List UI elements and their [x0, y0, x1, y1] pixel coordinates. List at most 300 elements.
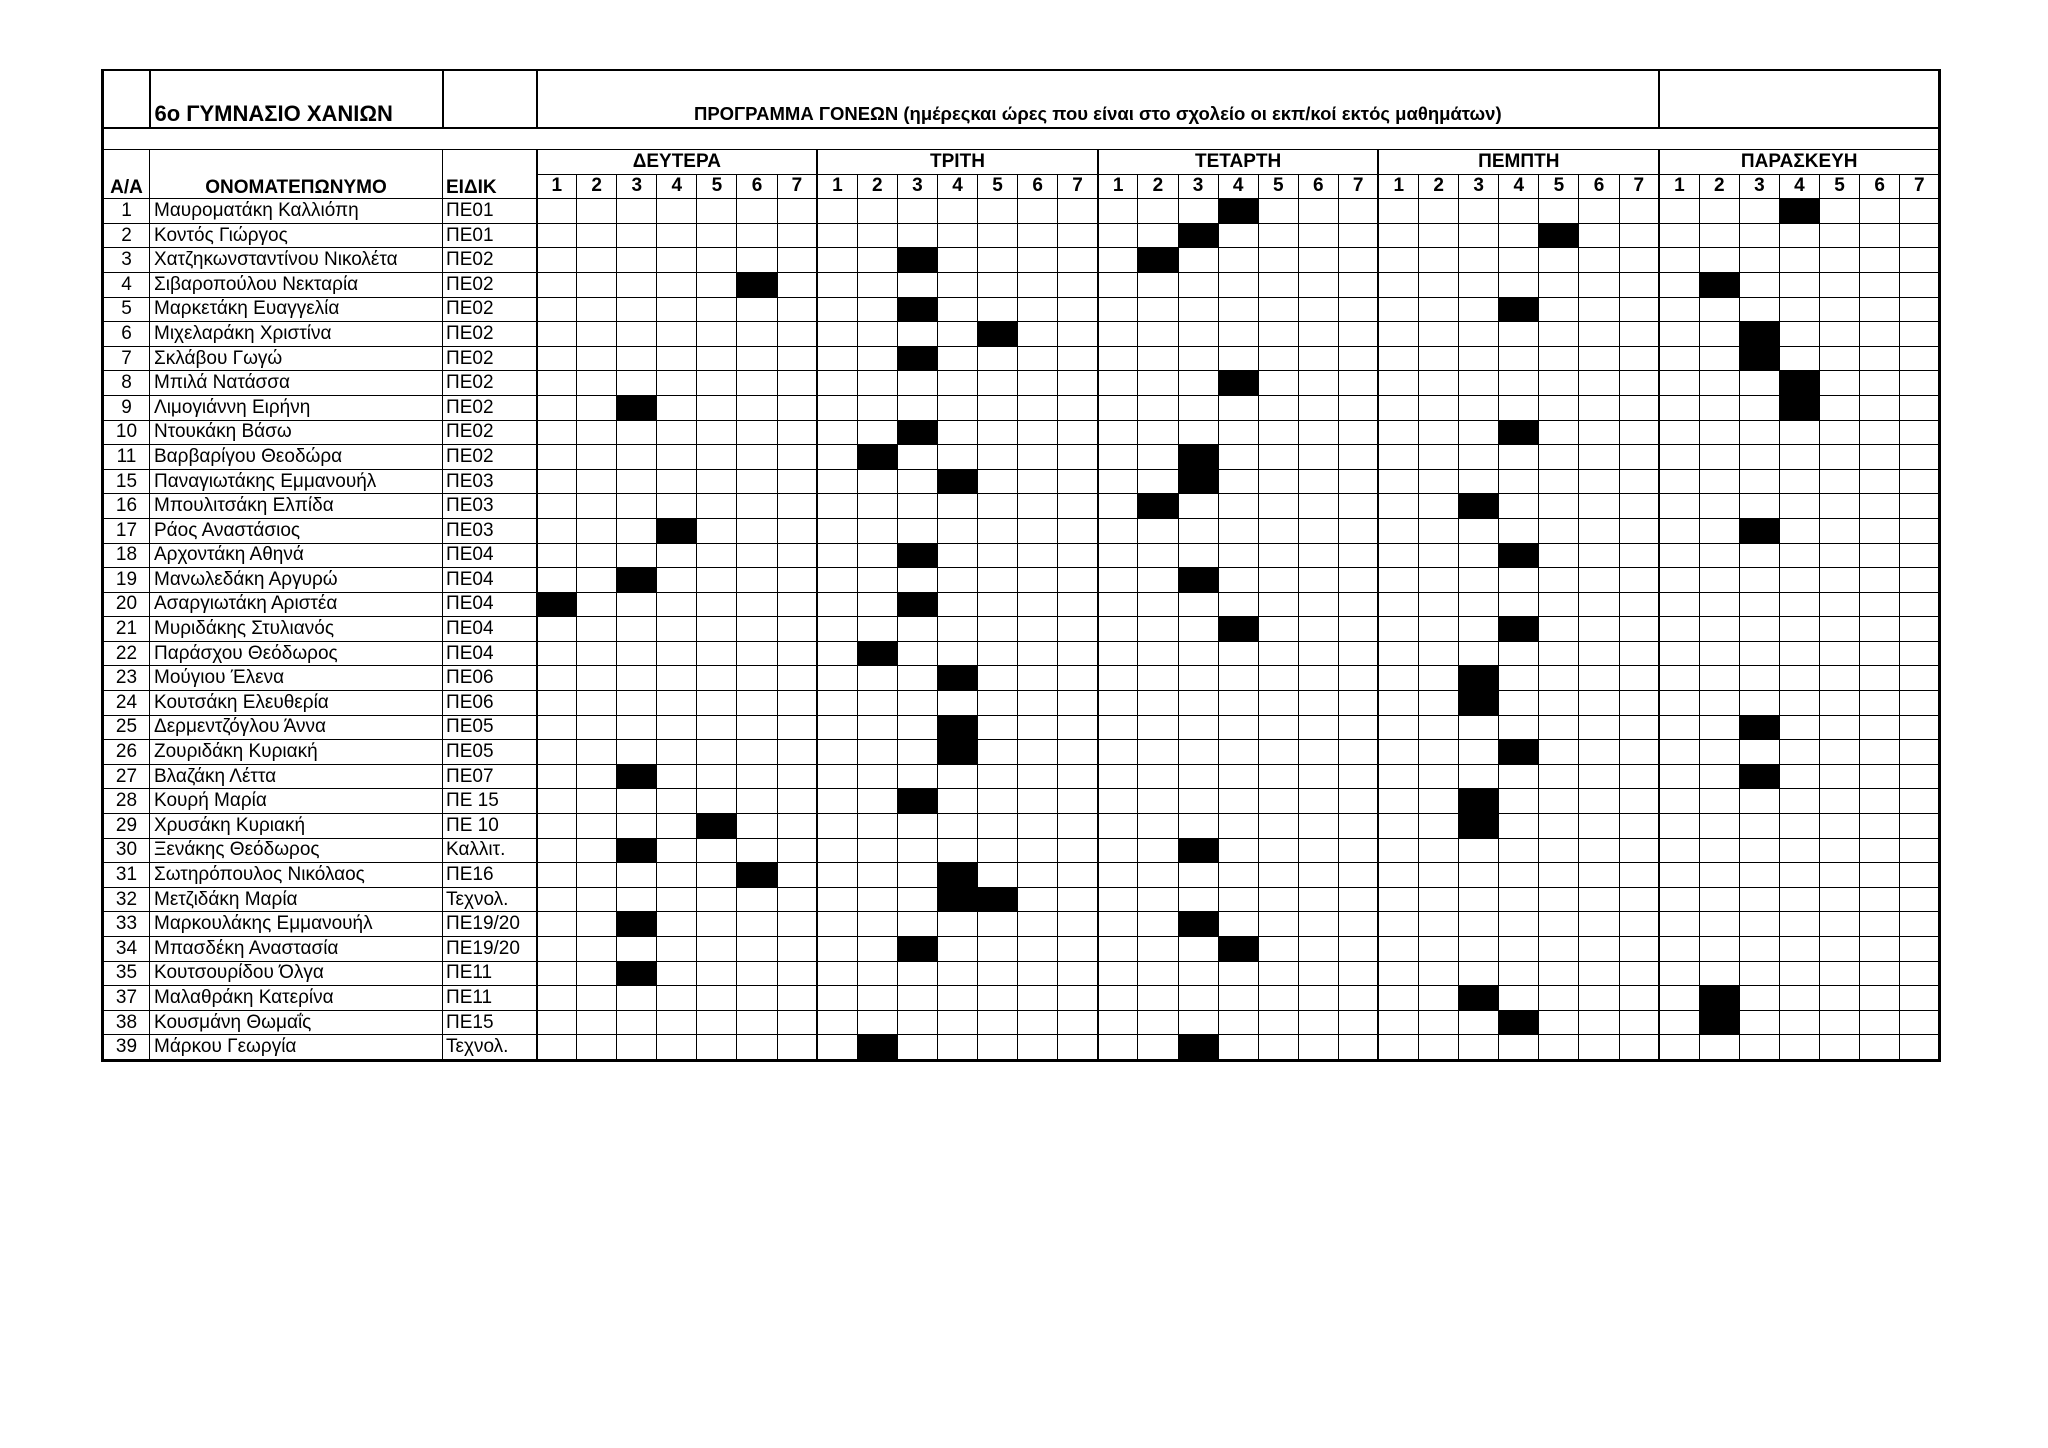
- availability-slot: [577, 691, 617, 716]
- availability-slot: [1178, 272, 1218, 297]
- availability-slot: [897, 568, 937, 593]
- availability-slot: [897, 371, 937, 396]
- availability-slot: [657, 371, 697, 396]
- availability-slot: [1378, 764, 1418, 789]
- availability-slot: [937, 1035, 977, 1061]
- availability-slot: [1820, 740, 1860, 765]
- availability-slot: [777, 568, 817, 593]
- availability-slot: [1258, 223, 1298, 248]
- availability-slot: [1659, 346, 1699, 371]
- availability-slot: [737, 568, 777, 593]
- availability-slot: [1018, 346, 1058, 371]
- availability-slot: [657, 395, 697, 420]
- availability-slot: [1058, 666, 1098, 691]
- availability-slot: [1378, 199, 1418, 224]
- availability-slot: [617, 887, 657, 912]
- availability-slot-marked: [857, 641, 897, 666]
- availability-slot: [857, 322, 897, 347]
- availability-slot: [1499, 764, 1539, 789]
- availability-slot: [1699, 617, 1739, 642]
- availability-slot: [1699, 568, 1739, 593]
- availability-slot: [1459, 420, 1499, 445]
- availability-slot: [1779, 1035, 1819, 1061]
- availability-slot: [1779, 272, 1819, 297]
- availability-slot: [1258, 691, 1298, 716]
- availability-slot: [1739, 592, 1779, 617]
- availability-slot: [1659, 1035, 1699, 1061]
- availability-slot: [1098, 986, 1138, 1011]
- availability-slot: [1138, 1010, 1178, 1035]
- availability-slot: [1539, 641, 1579, 666]
- availability-slot: [657, 641, 697, 666]
- teacher-name: Παράσχου Θεόδωρος: [150, 641, 443, 666]
- availability-slot: [1499, 887, 1539, 912]
- availability-slot: [1178, 199, 1218, 224]
- availability-slot: [1058, 838, 1098, 863]
- availability-slot: [1900, 420, 1940, 445]
- availability-slot: [617, 592, 657, 617]
- availability-slot: [1018, 371, 1058, 396]
- availability-slot: [657, 617, 697, 642]
- availability-slot: [1860, 592, 1900, 617]
- availability-slot: [1900, 346, 1940, 371]
- availability-slot: [1058, 223, 1098, 248]
- availability-slot: [978, 814, 1018, 839]
- availability-slot: [817, 961, 857, 986]
- availability-slot: [1419, 297, 1459, 322]
- availability-slot: [1338, 420, 1378, 445]
- availability-slot: [737, 764, 777, 789]
- spec-header: ΕΙΔΙΚ: [443, 150, 537, 199]
- availability-slot: [1539, 272, 1579, 297]
- availability-slot: [1900, 789, 1940, 814]
- availability-slot: [817, 666, 857, 691]
- availability-slot: [1338, 592, 1378, 617]
- availability-slot: [1579, 986, 1619, 1011]
- availability-slot-marked: [657, 518, 697, 543]
- availability-slot: [577, 666, 617, 691]
- teacher-specialty: ΠΕ05: [443, 715, 537, 740]
- availability-slot: [1218, 445, 1258, 470]
- availability-slot: [617, 223, 657, 248]
- availability-slot: [1699, 764, 1739, 789]
- availability-slot: [1900, 1035, 1940, 1061]
- availability-slot: [737, 937, 777, 962]
- availability-slot: [1218, 715, 1258, 740]
- availability-slot: [1779, 986, 1819, 1011]
- row-number: 8: [103, 371, 150, 396]
- availability-slot: [978, 961, 1018, 986]
- availability-slot: [937, 961, 977, 986]
- availability-slot: [1539, 986, 1579, 1011]
- row-number: 20: [103, 592, 150, 617]
- availability-slot: [1699, 641, 1739, 666]
- availability-slot: [1018, 420, 1058, 445]
- availability-slot: [577, 617, 617, 642]
- availability-slot: [897, 986, 937, 1011]
- availability-slot: [777, 371, 817, 396]
- availability-slot: [1419, 740, 1459, 765]
- period-header: 2: [1138, 174, 1178, 199]
- availability-slot: [1378, 740, 1418, 765]
- teacher-name: Μετζιδάκη Μαρία: [150, 887, 443, 912]
- availability-slot: [1218, 789, 1258, 814]
- availability-slot: [1459, 1010, 1499, 1035]
- availability-slot: [697, 199, 737, 224]
- availability-slot: [1138, 371, 1178, 396]
- availability-slot: [737, 592, 777, 617]
- availability-slot: [1018, 666, 1058, 691]
- teacher-row: [103, 248, 1940, 273]
- availability-slot: [1338, 912, 1378, 937]
- availability-slot: [937, 568, 977, 593]
- availability-slot: [1820, 371, 1860, 396]
- availability-slot-marked: [897, 789, 937, 814]
- availability-slot: [1258, 814, 1298, 839]
- availability-slot: [937, 814, 977, 839]
- availability-slot: [1539, 592, 1579, 617]
- availability-slot: [1699, 199, 1739, 224]
- availability-slot: [1098, 764, 1138, 789]
- availability-slot: [1138, 469, 1178, 494]
- availability-slot: [1619, 469, 1659, 494]
- availability-slot-marked: [1178, 445, 1218, 470]
- availability-slot: [978, 518, 1018, 543]
- availability-slot: [978, 445, 1018, 470]
- availability-slot: [1058, 371, 1098, 396]
- availability-slot: [777, 543, 817, 568]
- availability-slot: [1338, 494, 1378, 519]
- availability-slot: [1579, 937, 1619, 962]
- availability-slot: [1900, 592, 1940, 617]
- teacher-name: Ζουριδάκη Κυριακή: [150, 740, 443, 765]
- availability-slot: [1900, 838, 1940, 863]
- period-header: 1: [1659, 174, 1699, 199]
- availability-slot-marked: [1779, 199, 1819, 224]
- availability-slot: [1138, 764, 1178, 789]
- availability-slot-marked: [1739, 346, 1779, 371]
- availability-slot: [1138, 395, 1178, 420]
- availability-slot: [1178, 986, 1218, 1011]
- availability-slot: [697, 543, 737, 568]
- availability-slot: [1619, 592, 1659, 617]
- availability-slot: [1459, 272, 1499, 297]
- teacher-row: [103, 494, 1940, 519]
- availability-slot: [1619, 223, 1659, 248]
- availability-slot: [1218, 961, 1258, 986]
- availability-slot: [1860, 445, 1900, 470]
- availability-slot: [617, 1010, 657, 1035]
- availability-slot: [657, 346, 697, 371]
- availability-slot: [1739, 297, 1779, 322]
- availability-slot: [777, 395, 817, 420]
- availability-slot: [1098, 395, 1138, 420]
- availability-slot: [1298, 199, 1338, 224]
- availability-slot: [1098, 322, 1138, 347]
- availability-slot: [1779, 691, 1819, 716]
- availability-slot: [1098, 691, 1138, 716]
- availability-slot: [1900, 641, 1940, 666]
- availability-slot: [1779, 568, 1819, 593]
- availability-slot: [1058, 641, 1098, 666]
- availability-slot: [737, 814, 777, 839]
- availability-slot-marked: [897, 543, 937, 568]
- availability-slot: [537, 789, 577, 814]
- availability-slot: [577, 371, 617, 396]
- availability-slot: [1619, 715, 1659, 740]
- row-number: 19: [103, 568, 150, 593]
- availability-slot: [1860, 986, 1900, 1011]
- teacher-specialty: ΠΕ02: [443, 395, 537, 420]
- availability-slot: [1860, 494, 1900, 519]
- availability-slot: [1820, 641, 1860, 666]
- availability-slot: [1098, 666, 1138, 691]
- availability-slot: [1338, 789, 1378, 814]
- availability-slot: [777, 641, 817, 666]
- availability-slot: [1298, 641, 1338, 666]
- availability-slot: [1298, 863, 1338, 888]
- availability-slot: [1619, 1035, 1659, 1061]
- availability-slot: [737, 445, 777, 470]
- availability-slot: [1459, 568, 1499, 593]
- teacher-name: Σκλάβου Γωγώ: [150, 346, 443, 371]
- availability-slot: [1699, 248, 1739, 273]
- availability-slot: [1579, 322, 1619, 347]
- availability-slot: [1058, 740, 1098, 765]
- availability-slot: [1138, 223, 1178, 248]
- availability-slot: [1138, 887, 1178, 912]
- availability-slot: [1098, 887, 1138, 912]
- availability-slot: [1098, 518, 1138, 543]
- availability-slot: [1699, 371, 1739, 396]
- availability-slot: [1419, 272, 1459, 297]
- availability-slot: [978, 248, 1018, 273]
- teacher-name: Κοντός Γιώργος: [150, 223, 443, 248]
- availability-slot: [1739, 617, 1779, 642]
- availability-slot: [1820, 199, 1860, 224]
- availability-slot: [657, 863, 697, 888]
- availability-slot: [1499, 494, 1539, 519]
- availability-slot: [1779, 666, 1819, 691]
- availability-slot: [577, 863, 617, 888]
- availability-slot: [1138, 518, 1178, 543]
- row-number: 25: [103, 715, 150, 740]
- availability-slot-marked: [1739, 764, 1779, 789]
- availability-slot: [1419, 986, 1459, 1011]
- availability-slot: [1739, 887, 1779, 912]
- availability-slot: [697, 764, 737, 789]
- availability-slot: [1499, 199, 1539, 224]
- availability-slot: [978, 863, 1018, 888]
- availability-slot: [937, 248, 977, 273]
- availability-slot: [1779, 518, 1819, 543]
- availability-slot: [1218, 764, 1258, 789]
- availability-slot: [1258, 789, 1298, 814]
- availability-slot: [1860, 395, 1900, 420]
- teacher-specialty: ΠΕ03: [443, 494, 537, 519]
- availability-slot: [1619, 543, 1659, 568]
- row-number: 7: [103, 346, 150, 371]
- availability-slot: [1659, 518, 1699, 543]
- availability-slot: [1058, 445, 1098, 470]
- availability-slot: [617, 469, 657, 494]
- availability-slot: [1258, 371, 1298, 396]
- availability-slot: [617, 814, 657, 839]
- teacher-row: [103, 223, 1940, 248]
- availability-slot: [1338, 346, 1378, 371]
- availability-slot: [657, 1010, 697, 1035]
- availability-slot: [1579, 346, 1619, 371]
- availability-slot: [1459, 469, 1499, 494]
- availability-slot: [1539, 420, 1579, 445]
- availability-slot: [1739, 937, 1779, 962]
- availability-slot: [1779, 814, 1819, 839]
- availability-slot-marked: [1138, 494, 1178, 519]
- availability-slot: [657, 912, 697, 937]
- availability-slot: [1579, 445, 1619, 470]
- teacher-row: [103, 592, 1940, 617]
- availability-slot: [1298, 961, 1338, 986]
- availability-slot: [1058, 199, 1098, 224]
- teacher-row: [103, 395, 1940, 420]
- availability-slot: [1900, 912, 1940, 937]
- availability-slot: [1419, 961, 1459, 986]
- availability-slot: [897, 322, 937, 347]
- availability-slot: [1900, 887, 1940, 912]
- availability-slot-marked: [1218, 199, 1258, 224]
- teacher-name: Μούγιου Έλενα: [150, 666, 443, 691]
- availability-slot: [857, 838, 897, 863]
- availability-slot: [1659, 617, 1699, 642]
- availability-slot: [1699, 445, 1739, 470]
- availability-slot: [1058, 297, 1098, 322]
- availability-slot: [1699, 691, 1739, 716]
- availability-slot-marked: [1218, 617, 1258, 642]
- availability-slot: [537, 346, 577, 371]
- availability-slot: [1178, 1010, 1218, 1035]
- teacher-name: Μάρκου Γεωργία: [150, 1035, 443, 1061]
- availability-slot: [657, 445, 697, 470]
- availability-slot-marked: [617, 961, 657, 986]
- availability-slot-marked: [617, 764, 657, 789]
- availability-slot: [1860, 838, 1900, 863]
- availability-slot: [1539, 494, 1579, 519]
- period-header: 1: [537, 174, 577, 199]
- availability-slot: [937, 986, 977, 1011]
- availability-slot: [937, 838, 977, 863]
- availability-slot: [1378, 1035, 1418, 1061]
- availability-slot: [937, 272, 977, 297]
- availability-slot: [978, 937, 1018, 962]
- availability-slot: [1178, 346, 1218, 371]
- teacher-name: Βλαζάκη Λέττα: [150, 764, 443, 789]
- availability-slot: [737, 641, 777, 666]
- availability-slot: [1739, 248, 1779, 273]
- availability-slot: [1018, 568, 1058, 593]
- period-header: 5: [1539, 174, 1579, 199]
- availability-slot: [1298, 568, 1338, 593]
- availability-slot: [657, 592, 697, 617]
- availability-slot: [537, 863, 577, 888]
- availability-slot: [617, 691, 657, 716]
- availability-slot: [1459, 518, 1499, 543]
- parents-schedule-table: [101, 69, 1941, 1062]
- availability-slot: [1138, 740, 1178, 765]
- availability-slot: [1338, 1035, 1378, 1061]
- availability-slot: [657, 887, 697, 912]
- availability-slot: [1258, 297, 1298, 322]
- availability-slot: [978, 617, 1018, 642]
- availability-slot: [1779, 838, 1819, 863]
- period-header: 2: [1419, 174, 1459, 199]
- teacher-specialty: ΠΕ04: [443, 543, 537, 568]
- availability-slot: [1900, 543, 1940, 568]
- availability-slot: [1138, 617, 1178, 642]
- availability-slot: [1860, 764, 1900, 789]
- availability-slot: [1579, 863, 1619, 888]
- availability-slot: [1138, 592, 1178, 617]
- availability-slot: [697, 961, 737, 986]
- teacher-specialty: ΠΕ 15: [443, 789, 537, 814]
- availability-slot: [978, 912, 1018, 937]
- teacher-name: Μπουλιτσάκη Ελπίδα: [150, 494, 443, 519]
- availability-slot: [1619, 764, 1659, 789]
- availability-slot: [1138, 937, 1178, 962]
- availability-slot: [777, 420, 817, 445]
- availability-slot: [1739, 494, 1779, 519]
- availability-slot: [1539, 863, 1579, 888]
- availability-slot: [657, 199, 697, 224]
- availability-slot: [1378, 961, 1418, 986]
- availability-slot: [1178, 937, 1218, 962]
- availability-slot: [1779, 912, 1819, 937]
- availability-slot: [1900, 764, 1940, 789]
- availability-slot: [937, 912, 977, 937]
- availability-slot: [1419, 1010, 1459, 1035]
- availability-slot: [697, 420, 737, 445]
- availability-slot: [657, 420, 697, 445]
- teacher-name: Μανωλεδάκη Αργυρώ: [150, 568, 443, 593]
- row-number: 4: [103, 272, 150, 297]
- teacher-name: Κουσμάνη Θωμαΐς: [150, 1010, 443, 1035]
- availability-slot: [1338, 199, 1378, 224]
- period-header: 6: [1860, 174, 1900, 199]
- availability-slot: [1338, 469, 1378, 494]
- availability-slot: [1779, 420, 1819, 445]
- availability-slot: [1178, 395, 1218, 420]
- availability-slot: [1178, 248, 1218, 273]
- availability-slot-marked: [1499, 420, 1539, 445]
- availability-slot: [537, 568, 577, 593]
- availability-slot: [1820, 1010, 1860, 1035]
- teacher-specialty: ΠΕ11: [443, 986, 537, 1011]
- availability-slot: [1378, 223, 1418, 248]
- availability-slot-marked: [1739, 518, 1779, 543]
- availability-slot: [857, 961, 897, 986]
- availability-slot: [1218, 691, 1258, 716]
- availability-slot: [937, 223, 977, 248]
- availability-slot: [1298, 691, 1338, 716]
- availability-slot-marked: [1459, 986, 1499, 1011]
- availability-slot: [697, 740, 737, 765]
- availability-slot: [1619, 297, 1659, 322]
- availability-slot: [617, 297, 657, 322]
- availability-slot: [817, 248, 857, 273]
- availability-slot: [737, 887, 777, 912]
- availability-slot-marked: [1499, 617, 1539, 642]
- availability-slot: [1098, 371, 1138, 396]
- availability-slot: [537, 223, 577, 248]
